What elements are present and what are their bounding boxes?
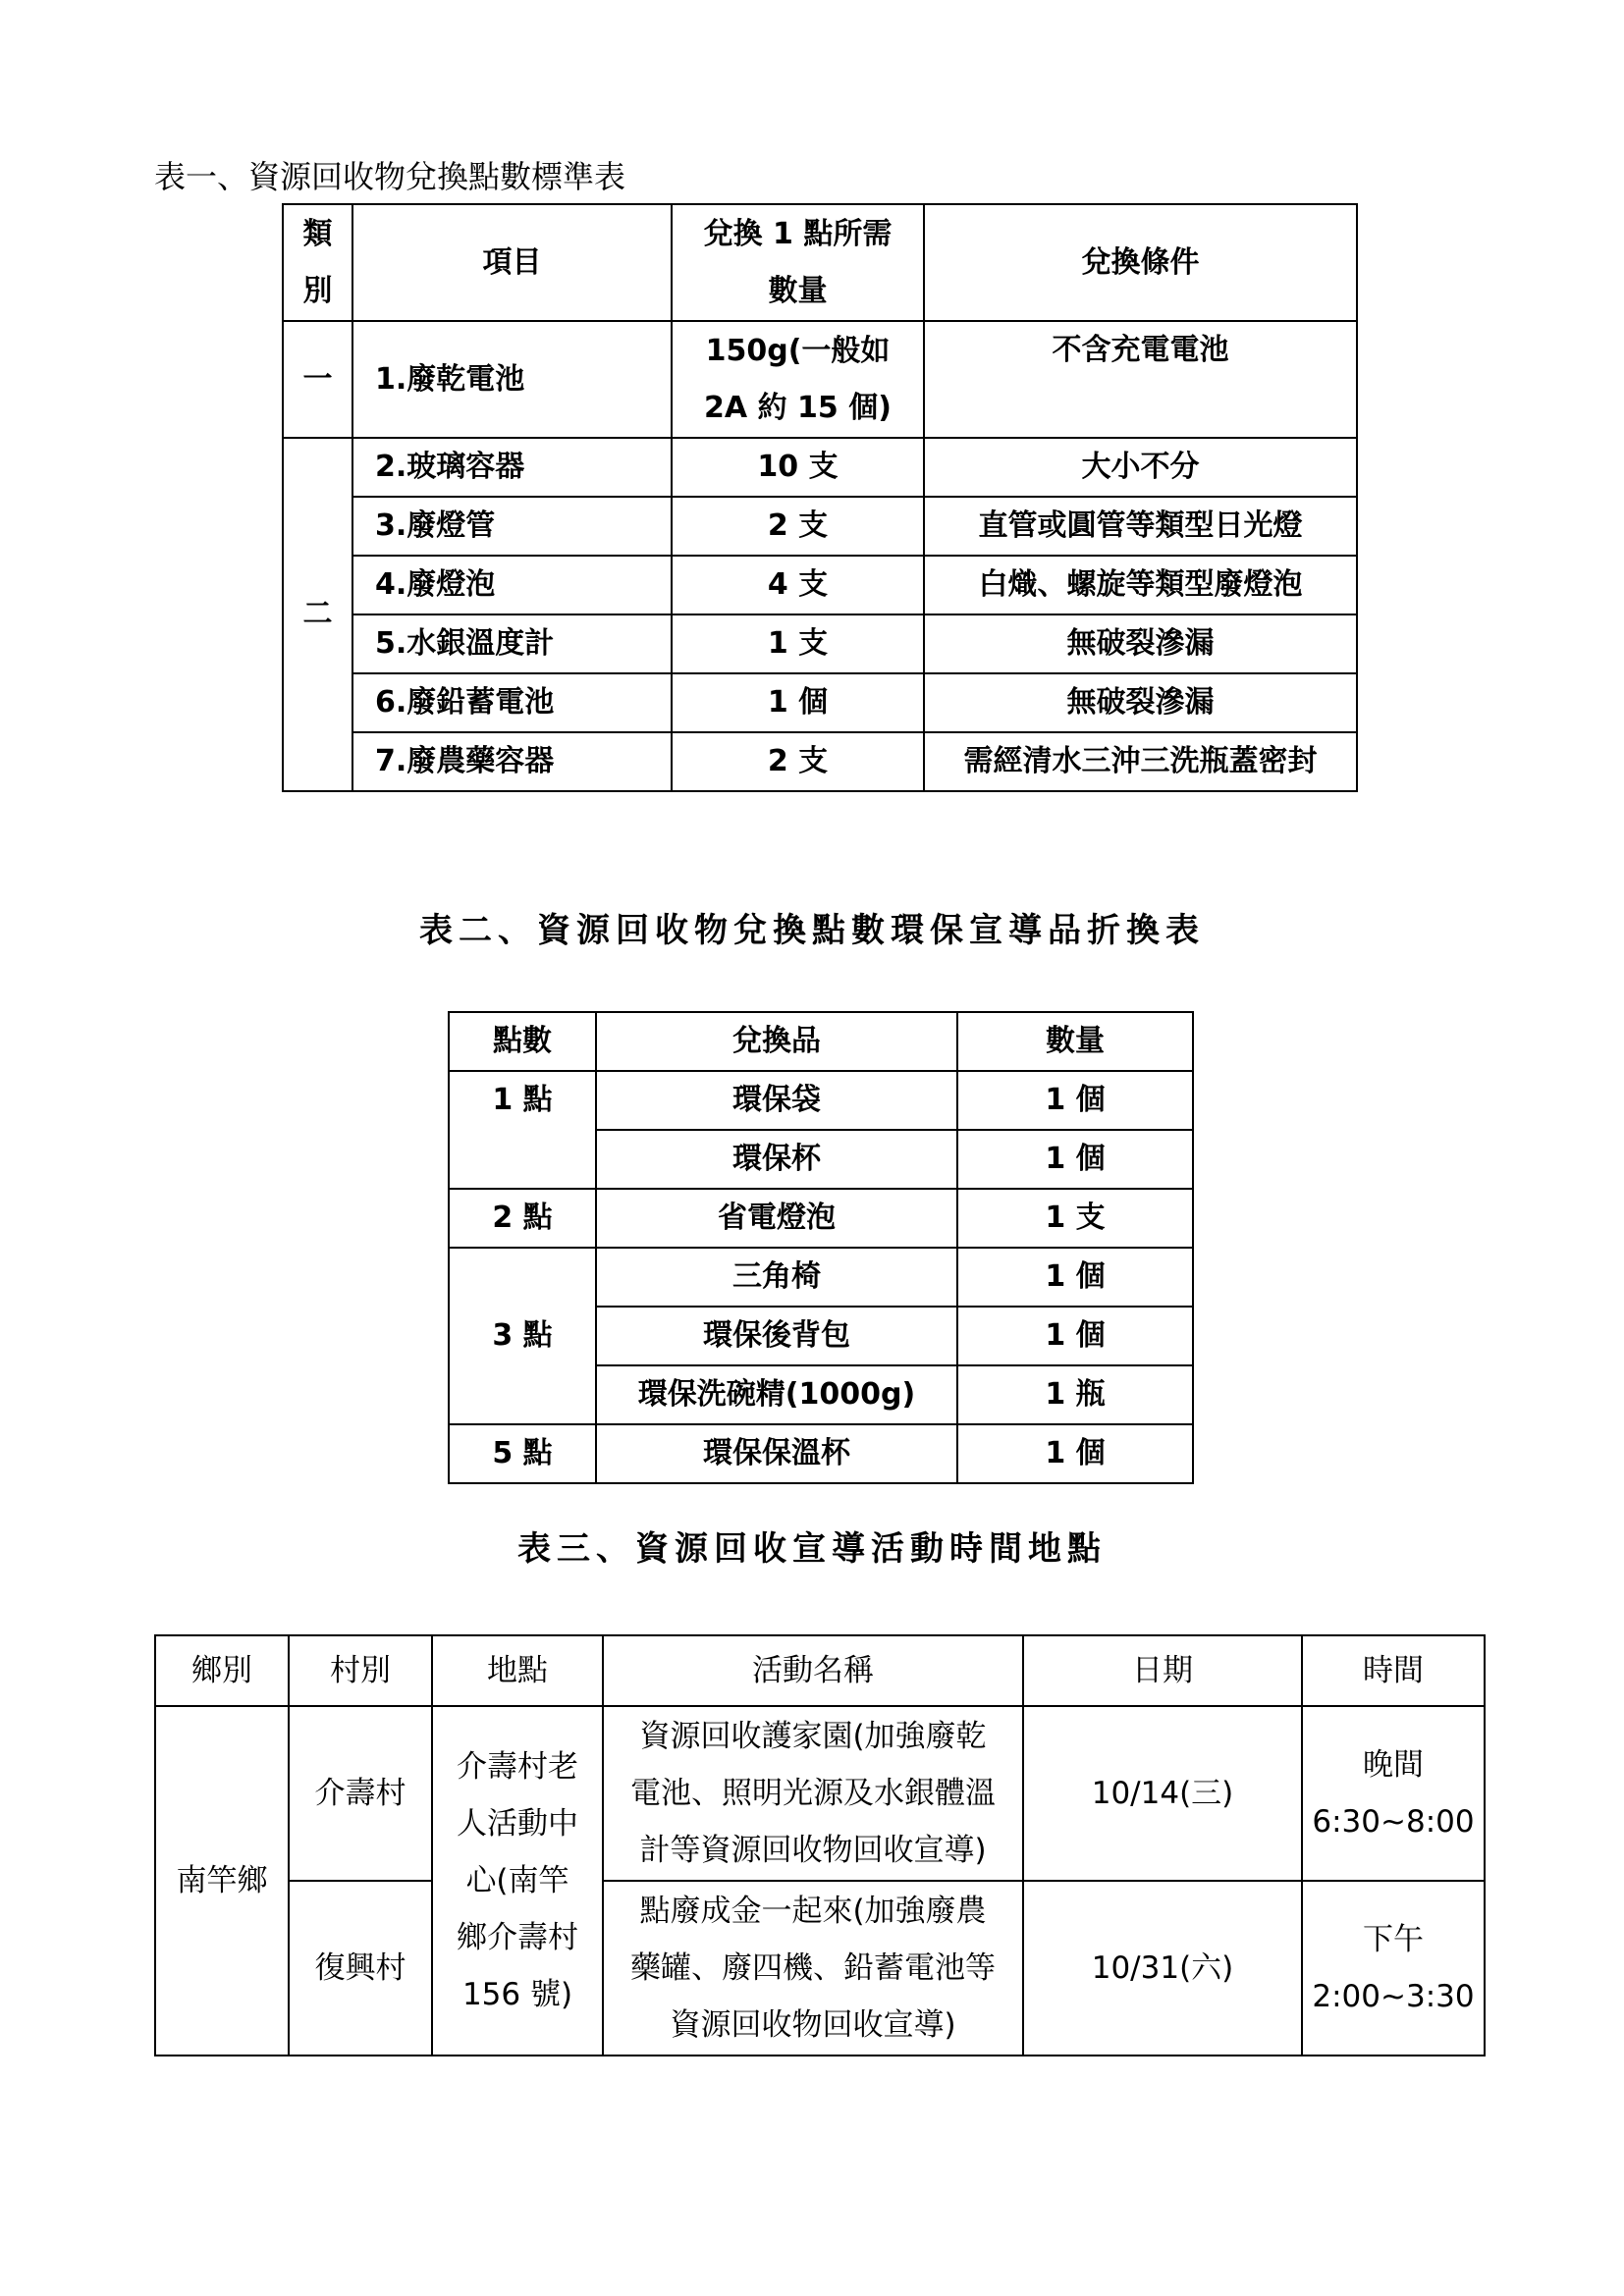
table-row bbox=[283, 438, 1357, 497]
quantity-cell: 1 個 bbox=[957, 1130, 1193, 1189]
location-line: 介壽村老 bbox=[457, 1749, 578, 1785]
item-cell: 環保袋 bbox=[596, 1071, 957, 1130]
points-redemption-table bbox=[448, 1011, 1194, 1484]
location-line: 人活動中 bbox=[457, 1806, 578, 1842]
table1-title: 表一、資源回收物兌換點數標準表 bbox=[154, 158, 626, 195]
item-cell: 2.玻璃容器 bbox=[352, 438, 672, 497]
quantity-cell: 10 支 bbox=[672, 438, 924, 497]
activity-cell bbox=[603, 1881, 1023, 2056]
location-line: 鄉介壽村 bbox=[457, 1920, 578, 1955]
table-row bbox=[283, 497, 1357, 556]
table2-title: 表二、資源回收物兌換點數環保宣導品折換表 bbox=[419, 911, 1205, 950]
table-header-row bbox=[283, 204, 1357, 321]
table-row bbox=[449, 1071, 1193, 1130]
location-line: 156 號) bbox=[461, 1977, 573, 2012]
item-cell: 環保洗碗精(1000g) bbox=[596, 1365, 957, 1424]
location-cell bbox=[432, 1706, 603, 2056]
activity-line: 資源回收物回收宣導) bbox=[670, 2007, 956, 2043]
date-cell: 10/14(三) bbox=[1023, 1706, 1302, 1881]
item-cell: 3.廢燈管 bbox=[352, 497, 672, 556]
table-row bbox=[283, 673, 1357, 732]
header-quantity-line1: 兌換 1 點所需 bbox=[703, 216, 893, 251]
activity-cell bbox=[603, 1706, 1023, 1881]
category-cell: 二 bbox=[283, 438, 352, 791]
quantity-cell: 1 個 bbox=[672, 673, 924, 732]
header-location: 地點 bbox=[432, 1635, 603, 1706]
condition-cell: 大小不分 bbox=[924, 438, 1357, 497]
time-cell bbox=[1302, 1706, 1485, 1881]
header-item: 兌換品 bbox=[596, 1012, 957, 1071]
village-cell: 復興村 bbox=[289, 1881, 432, 2056]
quantity-cell: 1 瓶 bbox=[957, 1365, 1193, 1424]
quantity-cell: 1 個 bbox=[957, 1424, 1193, 1483]
points-cell: 5 點 bbox=[449, 1424, 596, 1483]
item-cell: 環保保溫杯 bbox=[596, 1424, 957, 1483]
table-row bbox=[449, 1248, 1193, 1307]
activity-line: 計等資源回收物回收宣導) bbox=[639, 1833, 987, 1868]
item-cell: 省電燈泡 bbox=[596, 1189, 957, 1248]
header-category-line1: 類 bbox=[302, 216, 333, 251]
table-row bbox=[283, 732, 1357, 791]
header-points: 點數 bbox=[449, 1012, 596, 1071]
header-time: 時間 bbox=[1302, 1635, 1485, 1706]
condition-cell: 白熾、螺旋等類型廢燈泡 bbox=[924, 556, 1357, 614]
quantity-cell: 2 支 bbox=[672, 732, 924, 791]
header-quantity bbox=[672, 204, 924, 321]
header-item: 項目 bbox=[352, 204, 672, 321]
quantity-cell: 1 個 bbox=[957, 1307, 1193, 1365]
time-range: 6:30~8:00 bbox=[1312, 1804, 1475, 1840]
item-cell: 三角椅 bbox=[596, 1248, 957, 1307]
item-cell: 環保後背包 bbox=[596, 1307, 957, 1365]
activity-line: 資源回收護家園(加強廢乾 bbox=[639, 1719, 987, 1754]
activity-line: 電池、照明光源及水銀體溫 bbox=[630, 1776, 996, 1811]
header-condition: 兌換條件 bbox=[924, 204, 1357, 321]
table-row bbox=[449, 1189, 1193, 1248]
item-cell: 5.水銀溫度計 bbox=[352, 614, 672, 673]
header-activity: 活動名稱 bbox=[603, 1635, 1023, 1706]
table-row bbox=[449, 1424, 1193, 1483]
quantity-cell: 2 支 bbox=[672, 497, 924, 556]
table-header-row bbox=[449, 1012, 1193, 1071]
time-period: 下午 bbox=[1363, 1922, 1424, 1957]
quantity-cell: 1 支 bbox=[672, 614, 924, 673]
header-quantity: 數量 bbox=[957, 1012, 1193, 1071]
activity-line: 點廢成金一起來(加強廢農 bbox=[639, 1894, 987, 1929]
points-cell: 2 點 bbox=[449, 1189, 596, 1248]
table3-title: 表三、資源回收宣導活動時間地點 bbox=[517, 1529, 1107, 1569]
quantity-line1: 150g(一般如 bbox=[705, 333, 891, 368]
condition-cell: 不含充電電池 bbox=[924, 321, 1357, 438]
table-row bbox=[283, 614, 1357, 673]
village-cell: 介壽村 bbox=[289, 1706, 432, 1881]
condition-cell: 無破裂滲漏 bbox=[924, 673, 1357, 732]
header-category-line2: 別 bbox=[302, 273, 333, 308]
points-standard-table bbox=[282, 203, 1358, 792]
points-cell: 1 點 bbox=[449, 1071, 596, 1189]
header-date: 日期 bbox=[1023, 1635, 1302, 1706]
quantity-cell: 1 支 bbox=[957, 1189, 1193, 1248]
quantity-cell: 4 支 bbox=[672, 556, 924, 614]
quantity-cell: 1 個 bbox=[957, 1071, 1193, 1130]
points-cell: 3 點 bbox=[449, 1248, 596, 1424]
header-township: 鄉別 bbox=[155, 1635, 289, 1706]
quantity-cell: 1 個 bbox=[957, 1248, 1193, 1307]
time-range: 2:00~3:30 bbox=[1312, 1979, 1475, 2014]
table-row bbox=[283, 556, 1357, 614]
table-header-row bbox=[155, 1635, 1485, 1706]
item-cell: 7.廢農藥容器 bbox=[352, 732, 672, 791]
quantity-cell bbox=[672, 321, 924, 438]
quantity-line2: 2A 約 15 個) bbox=[704, 390, 892, 425]
category-cell: 一 bbox=[283, 321, 352, 438]
header-village: 村別 bbox=[289, 1635, 432, 1706]
header-category bbox=[283, 204, 352, 321]
location-line: 心(南竿 bbox=[465, 1863, 569, 1898]
item-cell: 6.廢鉛蓄電池 bbox=[352, 673, 672, 732]
table-row bbox=[155, 1881, 1485, 2056]
time-period: 晚間 bbox=[1363, 1747, 1424, 1783]
table-row bbox=[283, 321, 1357, 438]
item-cell: 1.廢乾電池 bbox=[352, 321, 672, 438]
township-cell: 南竿鄉 bbox=[155, 1706, 289, 2056]
activity-schedule-table bbox=[154, 1634, 1486, 2056]
condition-cell: 無破裂滲漏 bbox=[924, 614, 1357, 673]
header-quantity-line2: 數量 bbox=[768, 273, 828, 308]
condition-cell: 需經清水三沖三洗瓶蓋密封 bbox=[924, 732, 1357, 791]
time-cell bbox=[1302, 1881, 1485, 2056]
activity-line: 藥罐、廢四機、鉛蓄電池等 bbox=[630, 1950, 996, 1986]
table-row bbox=[155, 1706, 1485, 1881]
item-cell: 4.廢燈泡 bbox=[352, 556, 672, 614]
item-cell: 環保杯 bbox=[596, 1130, 957, 1189]
date-cell: 10/31(六) bbox=[1023, 1881, 1302, 2056]
condition-cell: 直管或圓管等類型日光燈 bbox=[924, 497, 1357, 556]
